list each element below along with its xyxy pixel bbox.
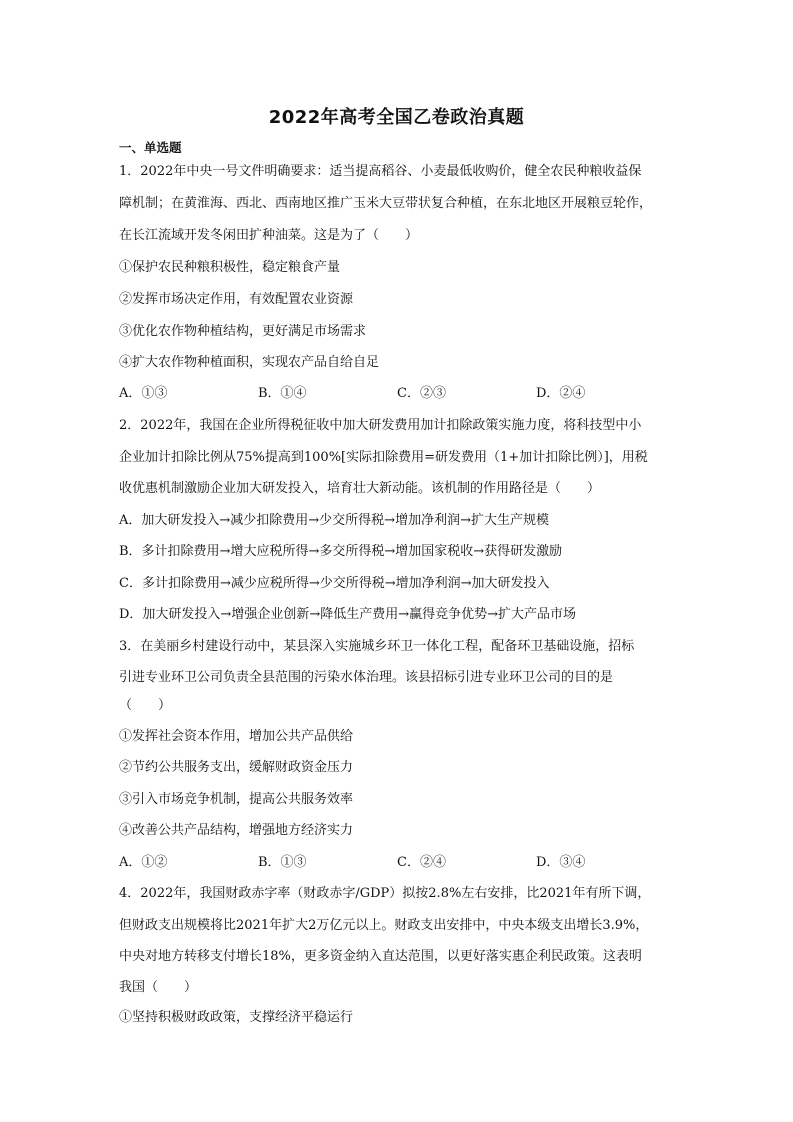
q3-stem-line-3: （ ）	[119, 698, 172, 713]
q2-stem-line-2: 企业加计扣除比例从75%提高到100%[实际扣除费用=研发费用（1+加计扣除比例）]，用税	[119, 450, 648, 465]
q2-option-d: D．加大研发投入→增强企业创新→降低生产费用→赢得竞争优势→扩大产品市场	[119, 607, 576, 622]
q3-stem-line-1: 3．在美丽乡村建设行动中，某县深入实施城乡环卫一体化工程，配备环卫基础设施，招标	[119, 639, 635, 654]
q3-item-1: ①发挥社会资本作用，增加公共产品供给	[119, 729, 354, 744]
q2-stem-line-1: 2．2022年，我国在企业所得税征收中加大研发费用加计扣除政策实施力度，将科技型中小	[119, 418, 642, 433]
q4-item-1: ①坚持积极财政政策，支撑经济平稳运行	[119, 1010, 354, 1025]
q1-option-c: C．②③	[397, 386, 446, 401]
q3-stem-line-2: 引进专业环卫公司负责全县范围的污染水体治理。该县招标引进专业环卫公司的目的是	[119, 670, 614, 685]
q3-option-c: C．②④	[397, 855, 446, 870]
q4-stem-line-2: 但财政支出规模将比2021年扩大2万亿元以上。财政支出安排中，中央本级支出增长3.9%，	[119, 918, 649, 933]
q3-option-d: D．③④	[536, 855, 586, 870]
q4-stem-line-3: 中央对地方转移支付增长18%，更多资金纳入直达范围，以更好落实惠企利民政策。这表明	[119, 949, 642, 964]
q1-option-b: B．①④	[258, 386, 307, 401]
q1-option-a: A．①③	[119, 386, 168, 401]
q4-stem-line-4: 我国（ ）	[119, 980, 198, 995]
q1-stem-line-2: 障机制；在黄淮海、西北、西南地区推广玉米大豆带状复合种植，在东北地区开展粮豆轮作，	[119, 196, 653, 211]
section-heading: 一、单选题	[119, 140, 182, 155]
q3-option-a: A．①②	[119, 855, 168, 870]
q3-item-2: ②节约公共服务支出，缓解财政资金压力	[119, 760, 354, 775]
q1-item-2: ②发挥市场决定作用，有效配置农业资源	[119, 292, 354, 307]
q2-option-b: B．多计扣除费用→增大应税所得→多交所得税→增加国家税收→获得研发激励	[119, 544, 563, 559]
q2-option-c: C．多计扣除费用→减少应税所得→少交所得税→增加净利润→加大研发投入	[119, 576, 550, 591]
q1-item-4: ④扩大农作物种植面积，实现农产品自给自足	[119, 355, 380, 370]
q1-item-3: ③优化农作物种植结构，更好满足市场需求	[119, 324, 367, 339]
q3-item-3: ③引入市场竞争机制，提高公共服务效率	[119, 792, 354, 807]
q1-stem-line-3: 在长江流域开发冬闲田扩种油菜。这是为了（ ）	[119, 228, 419, 243]
q1-item-1: ①保护农民种粮积极性，稳定粮食产量	[119, 260, 341, 275]
q3-item-4: ④改善公共产品结构，增强地方经济实力	[119, 823, 354, 838]
q1-option-d: D．②④	[536, 386, 586, 401]
page-title: 2022年高考全国乙卷政治真题	[268, 107, 525, 128]
q2-stem-line-3: 收优惠机制激励企业加大研发投入，培育壮大新动能。该机制的作用路径是（ ）	[119, 481, 601, 496]
q1-stem-line-1: 1．2022年中央一号文件明确要求：适当提高稻谷、小麦最低收购价，健全农民种粮收益保	[119, 164, 642, 179]
q2-option-a: A．加大研发投入→减少扣除费用→少交所得税→增加净利润→扩大生产规模	[119, 513, 549, 528]
q3-option-b: B．①③	[258, 855, 307, 870]
q4-stem-line-1: 4．2022年，我国财政赤字率（财政赤字/GDP）拟按2.8%左右安排，比2021年有所下调，	[119, 886, 651, 901]
